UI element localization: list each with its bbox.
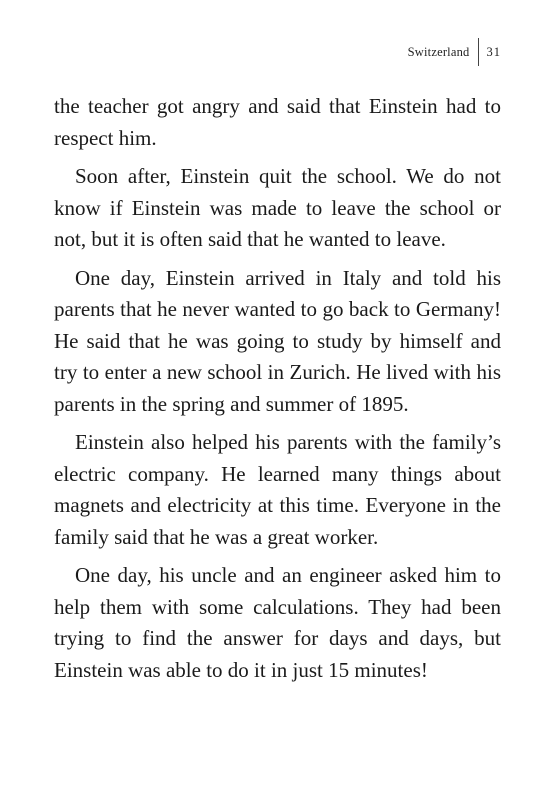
- paragraph-4: Einstein also helped his parents with the family’s electric company. He learned many things about magnets and electricity at this time. Everyone in the family said that he was a great worker.: [54, 430, 501, 549]
- running-head: [408, 38, 501, 66]
- page-number: 31: [486, 44, 501, 59]
- paragraph-5: One day, his uncle and an engineer asked him to help them with some calculations. They had been trying to find the answer for days and days, but Einstein was able to do it in just 15 minutes!: [54, 563, 501, 682]
- body-text: [54, 91, 501, 693]
- paragraph-3: One day, Einstein arrived in Italy and told his parents that he never wanted to go back to Germany! He said that he was going to study by himself and try to enter a new school in Zurich. He lived with his parents in the spring and summer of 1895.: [54, 265, 501, 416]
- section-title: Switzerland: [407, 44, 470, 59]
- paragraph-2: Soon after, Einstein quit the school. We do not know if Einstein was made to leave the school or not, but it is often said that he wanted to leave.: [54, 164, 501, 251]
- paragraph-1: the teacher got angry and said that Einstein had to respect him.: [54, 94, 501, 150]
